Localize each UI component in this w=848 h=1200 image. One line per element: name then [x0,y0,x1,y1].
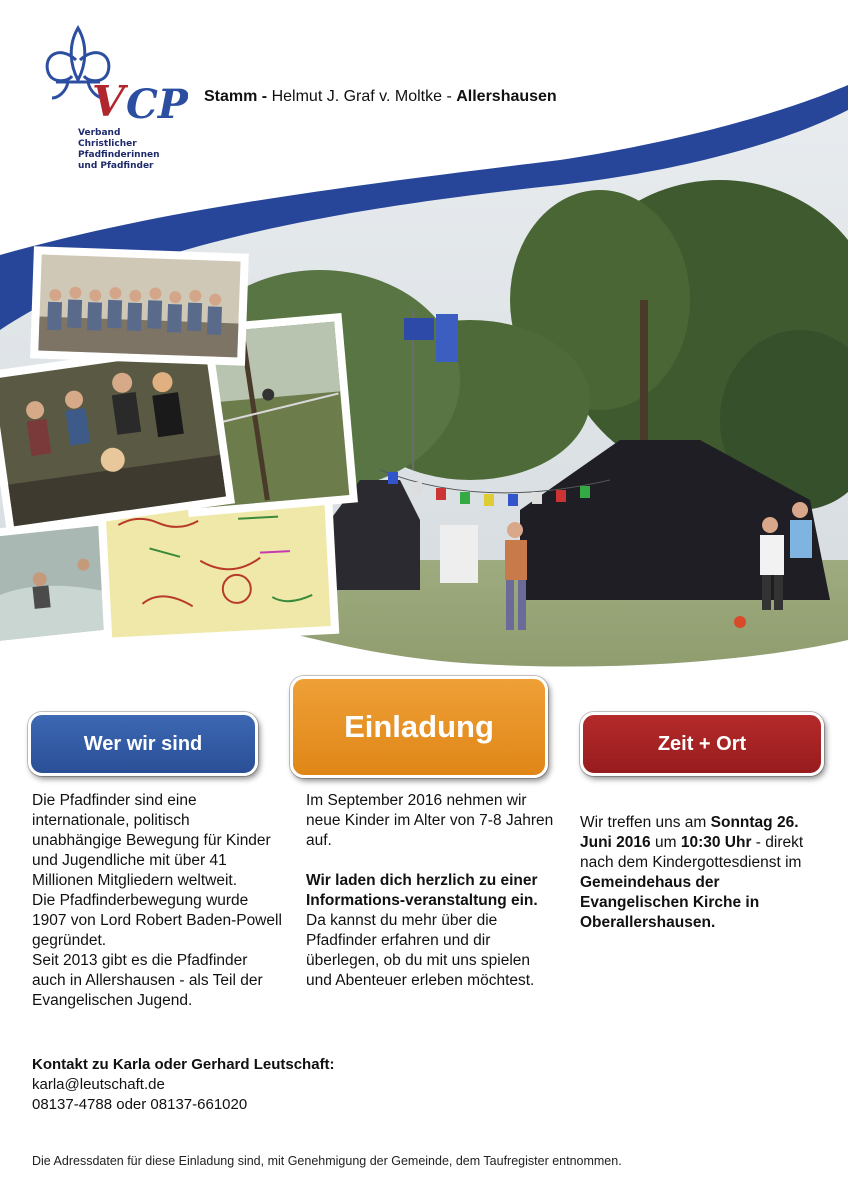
contact-heading: Kontakt zu Karla oder Gerhard Leutschaft: [32,1056,335,1073]
logo-line: und Pfadfinder [78,161,154,171]
date-text: Sonntag 26. Juni 2016 [580,814,799,851]
stamm-name: Helmut J. Graf v. Moltke [271,88,442,105]
stamm-prefix: Stamm - [204,88,268,105]
contact-email[interactable]: karla@leutschaft.de [32,1076,165,1093]
contact-phone: 08137-4788 oder 08137-661020 [32,1096,248,1113]
paragraph: Im September 2016 nehmen wir neue Kinder im Alter von 7-8 Jahren auf. [306,792,554,849]
logo-line: Pfadfinderinnen [78,150,160,160]
paragraph: Seit 2013 gibt es die Pfadfinder auch in Allershausen - als Teil der Evangelischen Jugend. [32,952,263,1009]
campfire-photo [0,340,235,535]
paragraph-bold: Wir laden dich herzlich zu einer Informations-veranstaltung ein. [306,872,538,909]
wer-wir-sind-button: Wer wir sind [28,712,258,776]
logo-letter-v: V [92,77,125,126]
zeit-ort-text [580,813,830,933]
paragraph: Da kannst du mehr über die Pfadfinder erfahren und dir überlegen, ob du mit uns spielen und Abenteuer erleben möchtest. [306,912,535,989]
logo-line: Verband [78,128,121,138]
logo-caption [78,128,218,172]
einladung-text [306,791,556,991]
intro-text: Wir treffen uns am [580,814,707,831]
stamm-separator: - [446,88,452,105]
stamm-place: Allershausen [456,88,557,105]
date-after-text: um [654,834,677,851]
paragraph: Die Pfadfinderbewegung wurde 1907 von Lord Robert Baden-Powell gegründet. [32,892,282,949]
contact-block [32,1055,432,1115]
logo-line: Christlicher [78,139,137,149]
time-after-text: - direkt nach dem Kindergottesdienst im [580,834,804,871]
logo-letter-cp: CP [126,81,188,128]
time-text: 10:30 Uhr [680,834,752,851]
group-photo [30,246,249,365]
place-text: Gemeindehaus der Evangelischen Kirche in Oberallershausen. [580,874,760,931]
footer-note: Die Adressdaten für diese Einladung sind, mit Genehmigung der Gemeinde, dem Taufregister entnommen. [32,1154,622,1168]
stamm-heading [204,88,557,106]
wer-wir-sind-text [32,791,282,1011]
paragraph: Die Pfadfinder sind eine internationale, politisch unabhängige Bewegung für Kinder und Jugendliche mit über 41 Millionen Mitgliedern weltweit. [32,792,271,889]
einladung-button: Einladung [290,676,548,778]
zeit-ort-button: Zeit + Ort [580,712,824,776]
